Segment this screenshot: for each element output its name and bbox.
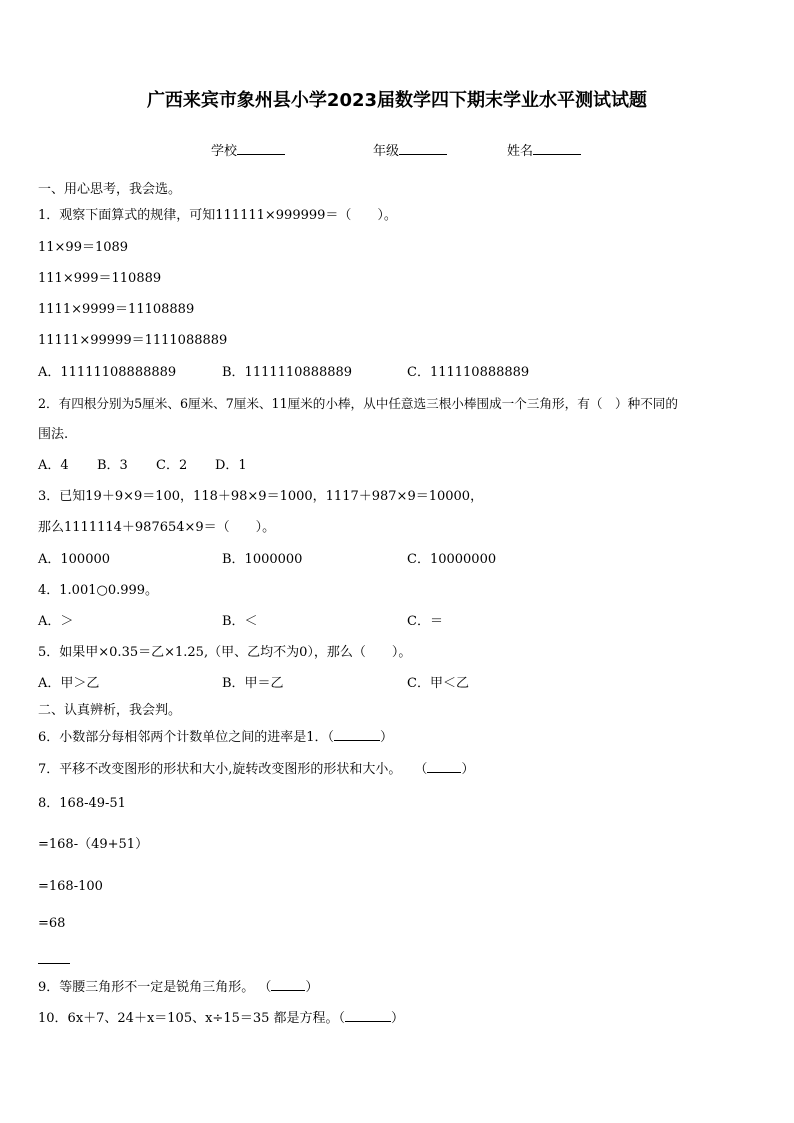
- q9-close: ）: [305, 980, 319, 995]
- section-2-heading: 二、认真辨析，我会判。: [38, 703, 182, 718]
- section-1-heading: 一、用心思考，我会选。: [38, 182, 182, 197]
- q9: [38, 978, 318, 996]
- q10-close: ）: [391, 1011, 405, 1026]
- q5-option-c[interactable]: C．甲＜乙: [407, 676, 469, 691]
- q1-line: 11×99＝1089: [38, 240, 129, 255]
- q7: [38, 760, 474, 778]
- q4-option-a[interactable]: A．＞: [38, 614, 74, 629]
- q2-option-b[interactable]: B．3: [97, 458, 128, 473]
- q7-answer-blank[interactable]: [427, 760, 461, 773]
- name-field: [507, 142, 581, 160]
- grade-field: [373, 142, 447, 160]
- q6-close: ）: [380, 730, 394, 745]
- name-label: 姓名: [507, 144, 534, 159]
- q1-line: 1111×9999＝11108889: [38, 302, 195, 317]
- grade-blank[interactable]: [399, 142, 447, 155]
- q10: [38, 1009, 404, 1027]
- q5-stem: 5．如果甲×0.35＝乙×1.25,（甲、乙均不为0），那么（ ）。: [38, 645, 412, 660]
- q8-answer-blank[interactable]: [38, 963, 70, 964]
- name-blank[interactable]: [533, 142, 581, 155]
- q9-text: 9．等腰三角形不一定是锐角三角形。 （: [38, 980, 272, 995]
- q3-option-c[interactable]: C．10000000: [407, 552, 497, 567]
- q3-stem: 3．已知19＋9×9＝100，118＋98×9＝1000，1117＋987×9＝10000，: [38, 489, 484, 504]
- q8-line: =168-100: [38, 879, 103, 894]
- q10-text: 10．6x＋7、24＋x＝105、x÷15＝35 都是方程。（: [38, 1011, 346, 1026]
- q4-stem: 4．1.001○0.999。: [38, 583, 159, 598]
- q9-answer-blank[interactable]: [271, 978, 305, 991]
- page-title: 广西来宾市象州县小学2023届数学四下期末学业水平测试试题: [146, 90, 648, 111]
- q4-option-b[interactable]: B．＜: [222, 614, 258, 629]
- q8-line: =68: [38, 916, 66, 931]
- q7-text: 7．平移不改变图形的形状和大小,旋转改变图形的形状和大小。 （: [38, 762, 428, 777]
- q3-stem-cont: 那么1111114＋987654×9＝（ ）。: [38, 520, 276, 535]
- q7-close: ）: [461, 762, 475, 777]
- q3-option-b[interactable]: B．1000000: [222, 552, 303, 567]
- q2-option-d[interactable]: D．1: [215, 458, 247, 473]
- q8-line: =168-（49+51）: [38, 837, 149, 852]
- q2-stem-cont: 围法.: [38, 427, 69, 442]
- school-blank[interactable]: [237, 142, 285, 155]
- grade-label: 年级: [373, 144, 400, 159]
- q2-option-a[interactable]: A．4: [38, 458, 69, 473]
- q1-stem: 1．观察下面算式的规律，可知111111×999999＝（ ）。: [38, 208, 397, 223]
- q3-option-a[interactable]: A．100000: [38, 552, 111, 567]
- q4-option-c[interactable]: C．＝: [407, 614, 443, 629]
- school-field: [211, 142, 285, 160]
- q6: [38, 728, 393, 746]
- q6-text: 6．小数部分每相邻两个计数单位之间的进率是1．（: [38, 730, 335, 745]
- q5-option-b[interactable]: B．甲＝乙: [222, 676, 284, 691]
- q2-stem: 2．有四根分别为5厘米、6厘米、7厘米、11厘米的小棒，从中任意选三根小棒围成一个三角形，有（ ）种不同的: [38, 396, 678, 411]
- q10-answer-blank[interactable]: [345, 1009, 391, 1022]
- q8-line: 8．168-49-51: [38, 796, 126, 811]
- school-label: 学校: [211, 144, 238, 159]
- q1-option-c[interactable]: C．111110888889: [407, 365, 530, 380]
- q1-option-b[interactable]: B．1111110888889: [222, 365, 353, 380]
- q6-answer-blank[interactable]: [334, 728, 380, 741]
- q2-option-c[interactable]: C．2: [156, 458, 188, 473]
- q1-line: 111×999＝110889: [38, 271, 162, 286]
- q1-line: 11111×99999＝1111088889: [38, 333, 228, 348]
- q1-option-a[interactable]: A．11111108888889: [38, 365, 177, 380]
- q5-option-a[interactable]: A．甲＞乙: [38, 676, 100, 691]
